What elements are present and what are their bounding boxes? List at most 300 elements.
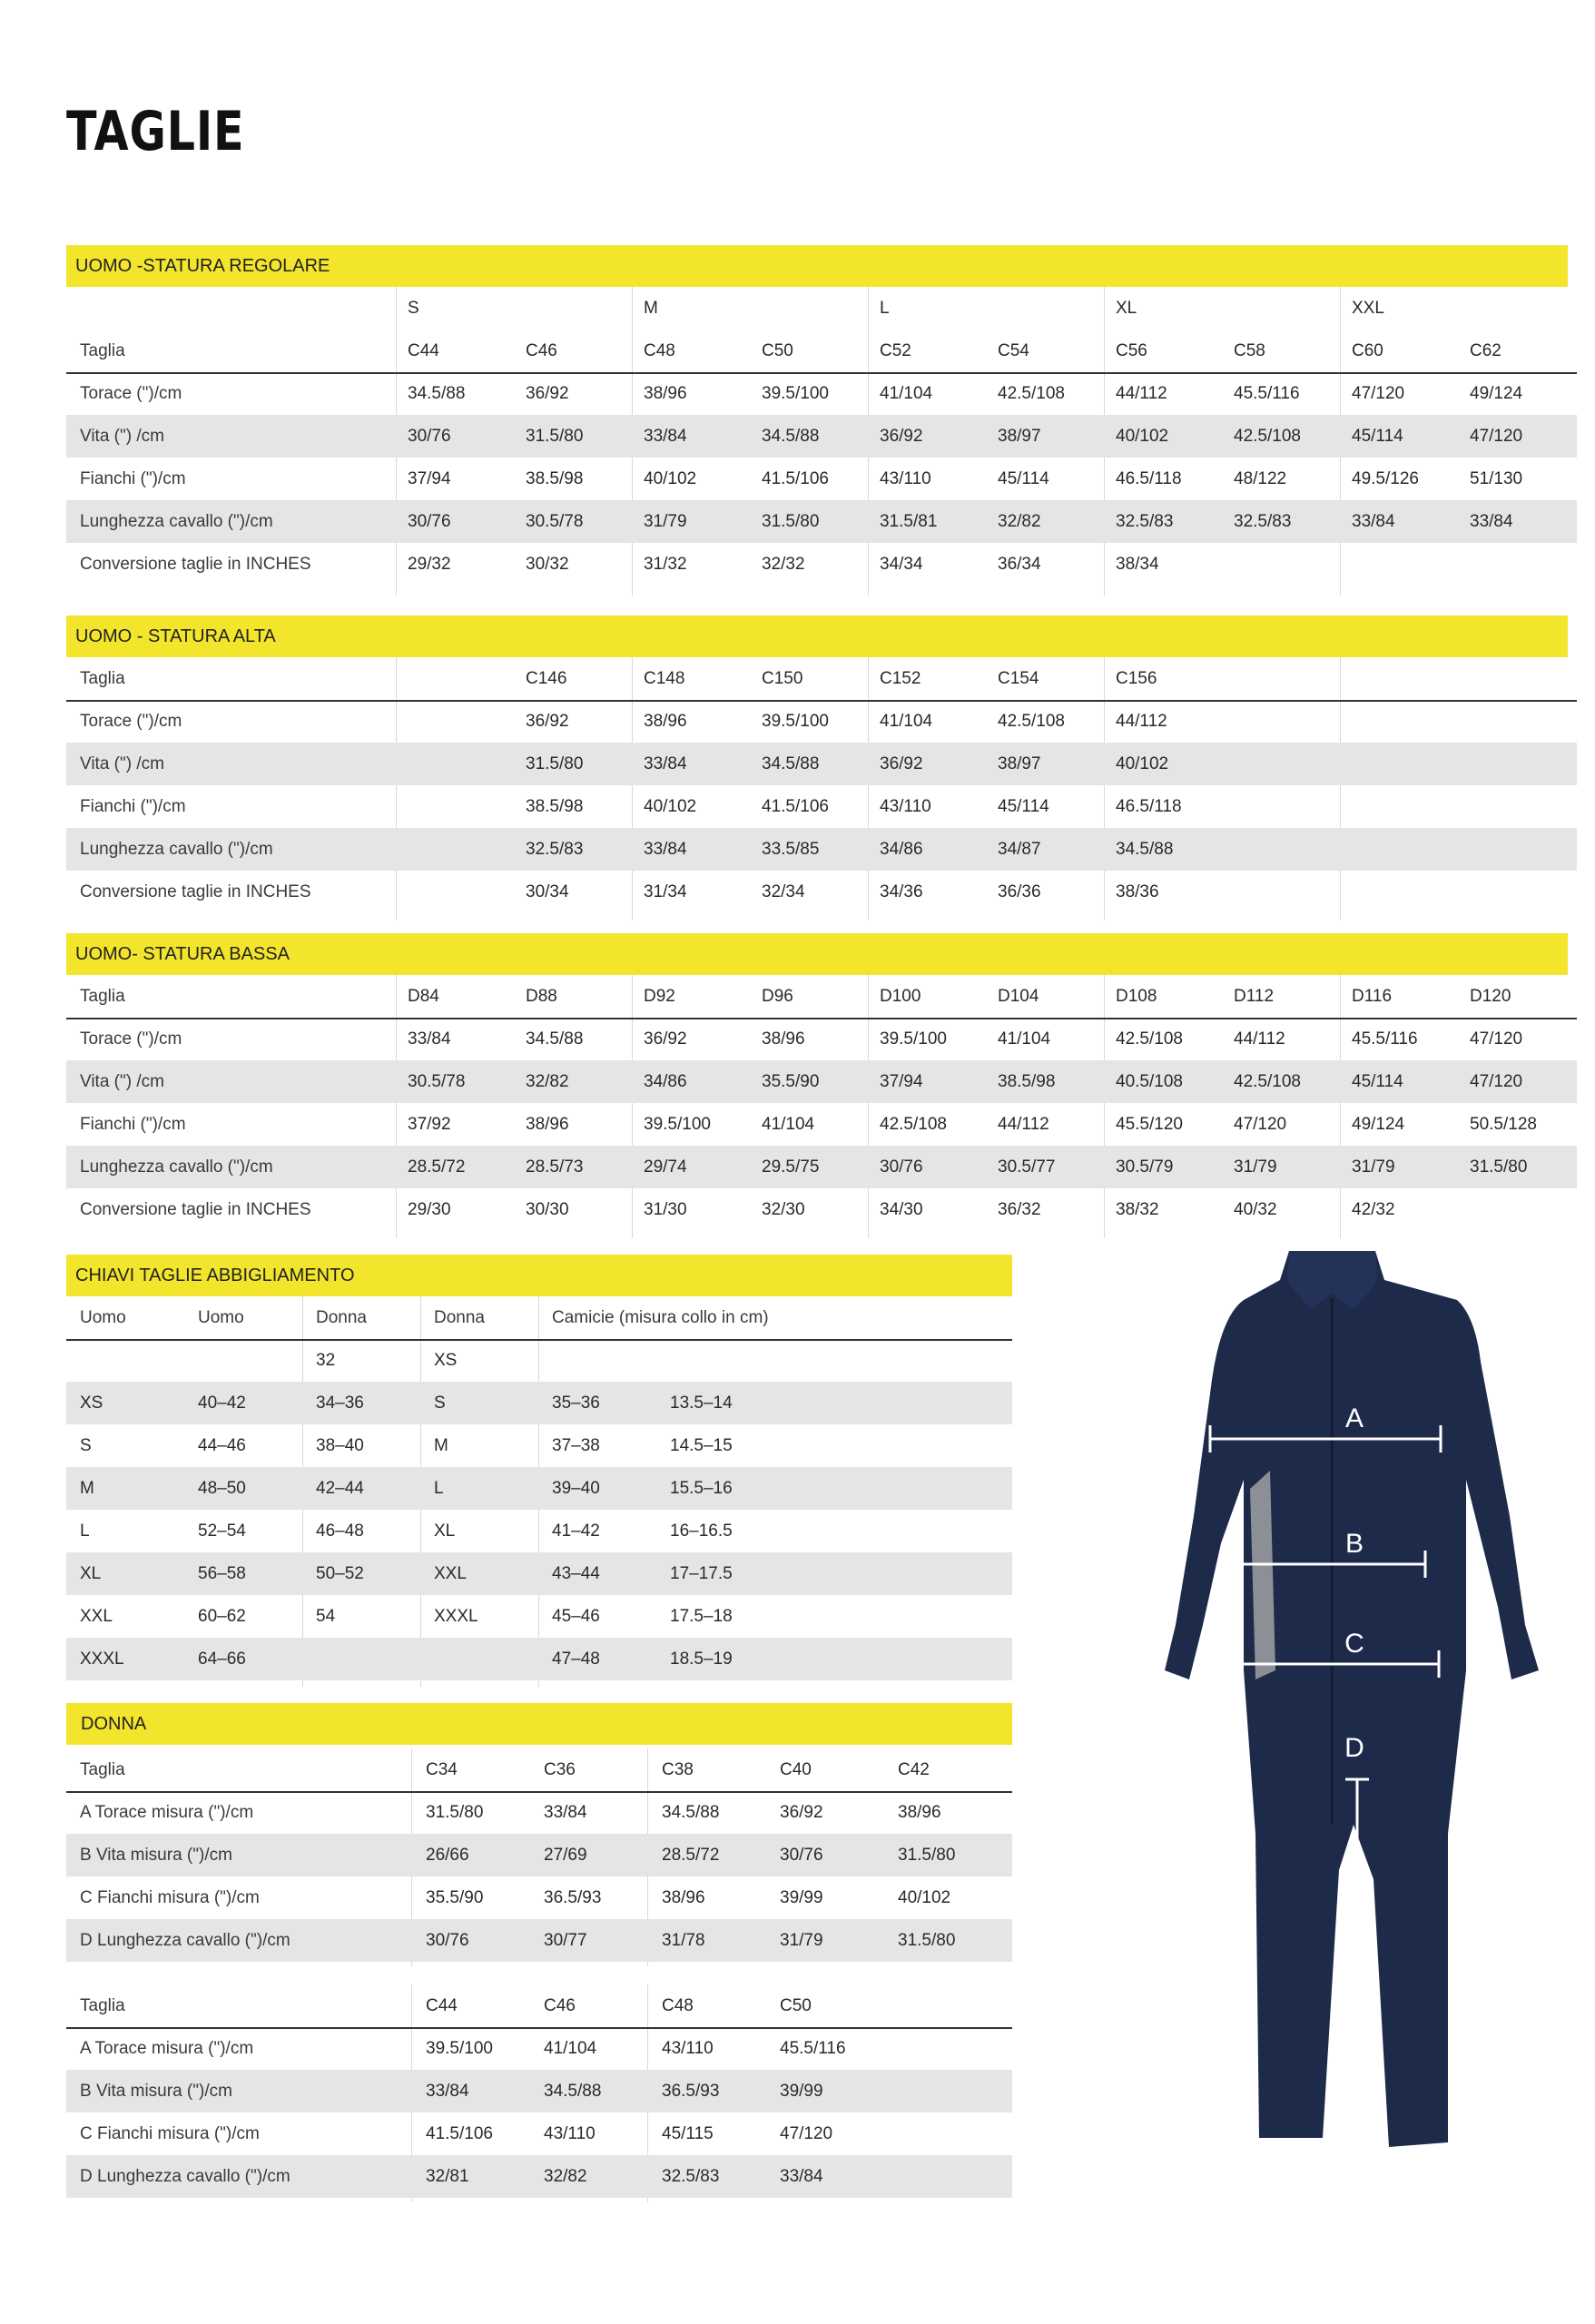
value-cell: 33.5/85 xyxy=(762,840,820,859)
column-header: Uomo xyxy=(198,1308,244,1327)
value-cell: XL xyxy=(80,1564,102,1583)
table-row xyxy=(66,1382,1012,1424)
value-cell: 41/104 xyxy=(880,384,933,403)
size-group-label: M xyxy=(644,299,658,318)
row-label: Torace (")/cm xyxy=(80,712,182,731)
value-cell: 34.5/88 xyxy=(762,427,820,446)
value-cell: 40/102 xyxy=(1116,754,1169,773)
row-label: Vita (") /cm xyxy=(80,754,164,773)
table-row xyxy=(66,828,1577,871)
size-header: C148 xyxy=(644,669,685,688)
value-cell: 32.5/83 xyxy=(1234,512,1292,531)
value-cell: 39.5/100 xyxy=(762,712,829,731)
value-cell: 33/84 xyxy=(644,754,687,773)
value-cell: 29/30 xyxy=(408,1200,451,1219)
value-cell: 31.5/80 xyxy=(426,1803,484,1822)
size-header: D92 xyxy=(644,987,675,1006)
size-header: C44 xyxy=(426,1996,458,2015)
section-uomo-regolare: UOMO -STATURA REGOLARE xyxy=(66,245,1568,287)
value-cell: 37/94 xyxy=(880,1072,923,1091)
value-cell: 36/36 xyxy=(998,882,1041,901)
table-row xyxy=(66,1424,1012,1467)
table-row xyxy=(66,1919,1012,1962)
value-cell: 33/84 xyxy=(644,427,687,446)
value-cell: 44/112 xyxy=(998,1115,1049,1134)
value-cell: 33/84 xyxy=(408,1029,451,1049)
label-c: C xyxy=(1344,1629,1364,1659)
row-label: Vita (") /cm xyxy=(80,1072,164,1091)
value-cell: 30/32 xyxy=(526,555,569,574)
value-cell: 30.5/77 xyxy=(998,1157,1056,1177)
table-row xyxy=(66,785,1577,828)
value-cell: 38/36 xyxy=(1116,882,1159,901)
value-cell: 41.5/106 xyxy=(426,2124,493,2143)
row-label: Fianchi (")/cm xyxy=(80,1115,186,1134)
value-cell: 47/120 xyxy=(780,2124,833,2143)
size-header: C38 xyxy=(662,1760,694,1779)
size-header: C152 xyxy=(880,669,921,688)
value-cell: 31/79 xyxy=(1352,1157,1395,1177)
value-cell: 45/114 xyxy=(1352,1072,1403,1091)
row-label: D Lunghezza cavallo (")/cm xyxy=(80,1931,290,1950)
row-label: Torace (")/cm xyxy=(80,384,182,403)
value-cell: 18.5–19 xyxy=(670,1649,733,1669)
size-header: C44 xyxy=(408,341,439,360)
value-cell: 29/32 xyxy=(408,555,451,574)
value-cell: 30/76 xyxy=(426,1931,469,1950)
size-header: D108 xyxy=(1116,987,1157,1006)
size-header: C46 xyxy=(544,1996,576,2015)
value-cell: 30/76 xyxy=(408,427,451,446)
value-cell: 47/120 xyxy=(1470,1072,1523,1091)
value-cell: 35.5/90 xyxy=(426,1888,484,1907)
coverall-body xyxy=(1165,1251,1539,2147)
table-row xyxy=(66,2027,1012,2070)
value-cell: 31/34 xyxy=(644,882,687,901)
value-cell: 34–36 xyxy=(316,1393,364,1413)
table-donna-1 xyxy=(66,1748,1012,1966)
value-cell: L xyxy=(434,1479,444,1498)
value-cell: 28.5/73 xyxy=(526,1157,584,1177)
header-label: Taglia xyxy=(80,669,125,688)
value-cell: 36/32 xyxy=(998,1200,1041,1219)
value-cell: 40/32 xyxy=(1234,1200,1277,1219)
table-row xyxy=(66,1595,1012,1638)
value-cell: 32/82 xyxy=(998,512,1041,531)
size-header: D120 xyxy=(1470,987,1511,1006)
table-row xyxy=(66,1060,1577,1103)
value-cell: 44/112 xyxy=(1234,1029,1285,1049)
value-cell: 41/104 xyxy=(880,712,933,731)
value-cell: 34/36 xyxy=(880,882,923,901)
value-cell: 40/102 xyxy=(644,469,697,488)
table-row xyxy=(66,1146,1577,1188)
value-cell: 28.5/72 xyxy=(408,1157,466,1177)
value-cell: 48/122 xyxy=(1234,469,1287,488)
size-header: D100 xyxy=(880,987,921,1006)
table-header-row xyxy=(66,657,1577,702)
value-cell: S xyxy=(434,1393,446,1413)
section-chiavi: CHIAVI TAGLIE ABBIGLIAMENTO xyxy=(66,1255,1012,1296)
value-cell: 42.5/108 xyxy=(880,1115,947,1134)
header-label: Taglia xyxy=(80,1760,125,1779)
value-cell: 32.5/83 xyxy=(1116,512,1174,531)
row-label: Lunghezza cavallo (")/cm xyxy=(80,840,273,859)
value-cell: 47/120 xyxy=(1470,427,1523,446)
value-cell: 37/92 xyxy=(408,1115,451,1134)
value-cell: 31/30 xyxy=(644,1200,687,1219)
column-header: Camicie (misura collo in cm) xyxy=(552,1308,769,1327)
value-cell: 45.5/116 xyxy=(1352,1029,1418,1049)
value-cell: 17–17.5 xyxy=(670,1564,733,1583)
value-cell: 41.5/106 xyxy=(762,797,829,816)
row-label: Conversione taglie in INCHES xyxy=(80,1200,311,1219)
value-cell: 40–42 xyxy=(198,1393,246,1413)
section-uomo-alta: UOMO - STATURA ALTA xyxy=(66,615,1568,657)
value-cell: 34.5/88 xyxy=(526,1029,584,1049)
value-cell: 32/82 xyxy=(526,1072,569,1091)
value-cell: 15.5–16 xyxy=(670,1479,733,1498)
size-header: C156 xyxy=(1116,669,1157,688)
value-cell: 39.5/100 xyxy=(644,1115,711,1134)
table-row xyxy=(66,1791,1012,1834)
size-group-label: XL xyxy=(1116,299,1137,318)
value-cell: 45/114 xyxy=(1352,427,1403,446)
value-cell: M xyxy=(80,1479,94,1498)
value-cell: 31/78 xyxy=(662,1931,705,1950)
value-cell: 31.5/80 xyxy=(762,512,820,531)
size-header: C54 xyxy=(998,341,1029,360)
table-uomo-regolare xyxy=(66,287,1577,596)
value-cell: 39/99 xyxy=(780,2082,823,2101)
value-cell: 41/104 xyxy=(544,2039,597,2058)
value-cell: 29.5/75 xyxy=(762,1157,820,1177)
value-cell: 38–40 xyxy=(316,1436,364,1455)
value-cell: 37–38 xyxy=(552,1436,600,1455)
value-cell: 50–52 xyxy=(316,1564,364,1583)
table-row xyxy=(66,743,1577,785)
value-cell: 38/32 xyxy=(1116,1200,1159,1219)
value-cell: 35.5/90 xyxy=(762,1072,820,1091)
value-cell: 31.5/80 xyxy=(526,754,584,773)
value-cell: 38.5/98 xyxy=(526,469,584,488)
table-row xyxy=(66,2112,1012,2155)
table-header-row xyxy=(66,1748,1012,1793)
value-cell: 31/32 xyxy=(644,555,687,574)
value-cell: 30.5/78 xyxy=(408,1072,466,1091)
value-cell: 31/79 xyxy=(780,1931,823,1950)
value-cell: 16–16.5 xyxy=(670,1521,733,1541)
value-cell: 17.5–18 xyxy=(670,1607,733,1626)
value-cell: 33/84 xyxy=(1470,512,1513,531)
value-cell: 36/92 xyxy=(526,712,569,731)
value-cell: 30/76 xyxy=(408,512,451,531)
value-cell: 30/76 xyxy=(880,1157,923,1177)
value-cell: 45/114 xyxy=(998,797,1049,816)
value-cell: 30/30 xyxy=(526,1200,569,1219)
value-cell: 46–48 xyxy=(316,1521,364,1541)
value-cell: 45.5/116 xyxy=(1234,384,1300,403)
value-cell: 44–46 xyxy=(198,1436,246,1455)
label-a: A xyxy=(1344,1403,1364,1433)
value-cell: 38/96 xyxy=(644,712,687,731)
value-cell: 42–44 xyxy=(316,1479,364,1498)
section-donna: DONNA xyxy=(66,1703,1012,1745)
value-cell: 41/104 xyxy=(762,1115,815,1134)
value-cell: L xyxy=(80,1521,90,1541)
table-row xyxy=(66,1339,1012,1382)
value-cell: 33/84 xyxy=(426,2082,469,2101)
size-header: C52 xyxy=(880,341,911,360)
value-cell: 32/32 xyxy=(762,555,805,574)
value-cell: 38/97 xyxy=(998,754,1041,773)
table-row xyxy=(66,1638,1012,1680)
size-header: C60 xyxy=(1352,341,1383,360)
value-cell: 38/96 xyxy=(898,1803,941,1822)
table-row xyxy=(66,500,1577,543)
row-label: Lunghezza cavallo (")/cm xyxy=(80,1157,273,1177)
value-cell: 44/112 xyxy=(1116,712,1167,731)
value-cell: 45.5/116 xyxy=(780,2039,846,2058)
value-cell: 47–48 xyxy=(552,1649,600,1669)
size-header: C62 xyxy=(1470,341,1501,360)
value-cell: 41/104 xyxy=(998,1029,1051,1049)
value-cell: 34/86 xyxy=(644,1072,687,1091)
value-cell: 40/102 xyxy=(898,1888,951,1907)
value-cell: 32.5/83 xyxy=(526,840,584,859)
value-cell: 40/102 xyxy=(1116,427,1169,446)
value-cell: 31.5/80 xyxy=(1470,1157,1528,1177)
value-cell: XL xyxy=(434,1521,456,1541)
value-cell: 42.5/108 xyxy=(998,384,1065,403)
row-label: Conversione taglie in INCHES xyxy=(80,882,311,901)
table-donna-2 xyxy=(66,1984,1012,2202)
value-cell: 45–46 xyxy=(552,1607,600,1626)
size-header: D96 xyxy=(762,987,793,1006)
table-row xyxy=(66,458,1577,500)
value-cell: 45/114 xyxy=(998,469,1049,488)
value-cell: 31.5/80 xyxy=(898,1931,956,1950)
value-cell: 47/120 xyxy=(1352,384,1405,403)
table-row xyxy=(66,1552,1012,1595)
value-cell: 39.5/100 xyxy=(762,384,829,403)
row-label: B Vita misura (")/cm xyxy=(80,2082,232,2101)
value-cell: 42.5/108 xyxy=(1234,1072,1301,1091)
value-cell: 32/82 xyxy=(544,2167,587,2186)
table-row xyxy=(66,1876,1012,1919)
size-header: D104 xyxy=(998,987,1039,1006)
table-row xyxy=(66,2155,1012,2198)
value-cell: 39–40 xyxy=(552,1479,600,1498)
size-header: D116 xyxy=(1352,987,1393,1006)
value-cell: 45/115 xyxy=(662,2124,714,2143)
column-header: Donna xyxy=(434,1308,485,1327)
table-chiavi xyxy=(66,1296,1012,1687)
value-cell: XXXL xyxy=(80,1649,124,1669)
value-cell: 44/112 xyxy=(1116,384,1167,403)
size-header: C50 xyxy=(762,341,793,360)
size-header: C146 xyxy=(526,669,567,688)
value-cell: 47/120 xyxy=(1234,1115,1287,1134)
value-cell: 26/66 xyxy=(426,1846,469,1865)
value-cell: 41.5/106 xyxy=(762,469,829,488)
value-cell: 36/92 xyxy=(880,754,923,773)
size-header: C56 xyxy=(1116,341,1147,360)
row-label: C Fianchi misura (")/cm xyxy=(80,1888,260,1907)
row-label: Conversione taglie in INCHES xyxy=(80,555,311,574)
value-cell: 30.5/78 xyxy=(526,512,584,531)
value-cell: 54 xyxy=(316,1607,336,1626)
value-cell: 42.5/108 xyxy=(998,712,1065,731)
value-cell: 30/34 xyxy=(526,882,569,901)
value-cell: 34.5/88 xyxy=(544,2082,602,2101)
table-row xyxy=(66,543,1577,586)
value-cell: 47/120 xyxy=(1470,1029,1523,1049)
size-header: D112 xyxy=(1234,987,1275,1006)
size-header: C34 xyxy=(426,1760,458,1779)
coverall-illustration xyxy=(1085,1244,1580,2161)
row-label: B Vita misura (")/cm xyxy=(80,1846,232,1865)
header-label: Taglia xyxy=(80,1996,125,2015)
table-row xyxy=(66,1510,1012,1552)
value-cell: 31/79 xyxy=(1234,1157,1277,1177)
value-cell: 43/110 xyxy=(662,2039,714,2058)
value-cell: 40/102 xyxy=(644,797,697,816)
value-cell: 45.5/120 xyxy=(1116,1115,1183,1134)
value-cell: 49/124 xyxy=(1352,1115,1405,1134)
value-cell: 30/76 xyxy=(780,1846,823,1865)
row-label: A Torace misura (")/cm xyxy=(80,2039,254,2058)
size-group-label: XXL xyxy=(1352,299,1384,318)
value-cell: 34/87 xyxy=(998,840,1041,859)
value-cell: 46.5/118 xyxy=(1116,797,1182,816)
value-cell: 52–54 xyxy=(198,1521,246,1541)
size-header: C58 xyxy=(1234,341,1265,360)
value-cell: 36/34 xyxy=(998,555,1041,574)
value-cell: 56–58 xyxy=(198,1564,246,1583)
value-cell: 43–44 xyxy=(552,1564,600,1583)
value-cell: 34/30 xyxy=(880,1200,923,1219)
value-cell: 38/96 xyxy=(662,1888,705,1907)
value-cell: XXL xyxy=(434,1564,467,1583)
value-cell: 36/92 xyxy=(526,384,569,403)
value-cell: 33/84 xyxy=(1352,512,1395,531)
table-row xyxy=(66,372,1577,415)
value-cell: 38/34 xyxy=(1116,555,1159,574)
value-cell: 43/110 xyxy=(880,469,931,488)
table-row xyxy=(66,2070,1012,2112)
size-group-label: L xyxy=(880,299,890,318)
value-cell: 39/99 xyxy=(780,1888,823,1907)
value-cell: 28.5/72 xyxy=(662,1846,720,1865)
value-cell: 60–62 xyxy=(198,1607,246,1626)
table-row xyxy=(66,1188,1577,1231)
value-cell: 38/97 xyxy=(998,427,1041,446)
value-cell: 35–36 xyxy=(552,1393,600,1413)
size-header: C154 xyxy=(998,669,1039,688)
row-label: Fianchi (")/cm xyxy=(80,469,186,488)
value-cell: 34.5/88 xyxy=(762,754,820,773)
value-cell: 36/92 xyxy=(644,1029,687,1049)
value-cell: 29/74 xyxy=(644,1157,687,1177)
table-uomo-bassa xyxy=(66,975,1577,1238)
value-cell: 31.5/81 xyxy=(880,512,938,531)
table-uomo-alta xyxy=(66,657,1577,921)
size-header: C40 xyxy=(780,1760,812,1779)
value-cell: 27/69 xyxy=(544,1846,587,1865)
value-cell: 38/96 xyxy=(526,1115,569,1134)
column-header: Donna xyxy=(316,1308,367,1327)
value-cell: 36/92 xyxy=(880,427,923,446)
value-cell: 36.5/93 xyxy=(544,1888,602,1907)
table-row xyxy=(66,1834,1012,1876)
value-cell: 31.5/80 xyxy=(898,1846,956,1865)
value-cell: 38.5/98 xyxy=(998,1072,1056,1091)
table-row xyxy=(66,1103,1577,1146)
value-cell: 14.5–15 xyxy=(670,1436,733,1455)
row-label: Lunghezza cavallo (")/cm xyxy=(80,512,273,531)
value-cell: 42/32 xyxy=(1352,1200,1395,1219)
value-cell: 38/96 xyxy=(762,1029,805,1049)
value-cell: 64–66 xyxy=(198,1649,246,1669)
header-label: Taglia xyxy=(80,987,125,1006)
value-cell: 49/124 xyxy=(1470,384,1523,403)
size-header: C46 xyxy=(526,341,557,360)
value-cell: 13.5–14 xyxy=(670,1393,733,1413)
value-cell: 32.5/83 xyxy=(662,2167,720,2186)
value-cell: 32 xyxy=(316,1351,336,1370)
value-cell: 48–50 xyxy=(198,1479,246,1498)
size-group-label: S xyxy=(408,299,419,318)
size-header: C36 xyxy=(544,1760,576,1779)
header-label: Taglia xyxy=(80,341,125,360)
value-cell: 46.5/118 xyxy=(1116,469,1182,488)
value-cell: 40.5/108 xyxy=(1116,1072,1183,1091)
label-d: D xyxy=(1344,1733,1364,1763)
row-label: C Fianchi misura (")/cm xyxy=(80,2124,260,2143)
label-b: B xyxy=(1344,1529,1364,1559)
value-cell: 49.5/126 xyxy=(1352,469,1419,488)
column-header: Uomo xyxy=(80,1308,126,1327)
value-cell: M xyxy=(434,1436,448,1455)
size-header: C48 xyxy=(662,1996,694,2015)
size-header: C42 xyxy=(898,1760,930,1779)
value-cell: 32/81 xyxy=(426,2167,469,2186)
value-cell: 32/34 xyxy=(762,882,805,901)
table-row xyxy=(66,1467,1012,1510)
value-cell: 41–42 xyxy=(552,1521,600,1541)
value-cell: 37/94 xyxy=(408,469,451,488)
value-cell: 38/96 xyxy=(644,384,687,403)
value-cell: XXXL xyxy=(434,1607,478,1626)
value-cell: 30.5/79 xyxy=(1116,1157,1174,1177)
page-title: TAGLIE xyxy=(66,100,245,163)
value-cell: 34/34 xyxy=(880,555,923,574)
value-cell: 30/77 xyxy=(544,1931,587,1950)
table-row xyxy=(66,415,1577,458)
row-label: Vita (") /cm xyxy=(80,427,164,446)
size-header: C50 xyxy=(780,1996,812,2015)
size-header: D84 xyxy=(408,987,439,1006)
value-cell: 34.5/88 xyxy=(408,384,466,403)
value-cell: 36/92 xyxy=(780,1803,823,1822)
row-label: Torace (")/cm xyxy=(80,1029,182,1049)
value-cell: 51/130 xyxy=(1470,469,1523,488)
section-uomo-bassa: UOMO- STATURA BASSA xyxy=(66,933,1568,975)
value-cell: XS xyxy=(80,1393,103,1413)
size-header: C150 xyxy=(762,669,803,688)
table-row xyxy=(66,700,1577,743)
